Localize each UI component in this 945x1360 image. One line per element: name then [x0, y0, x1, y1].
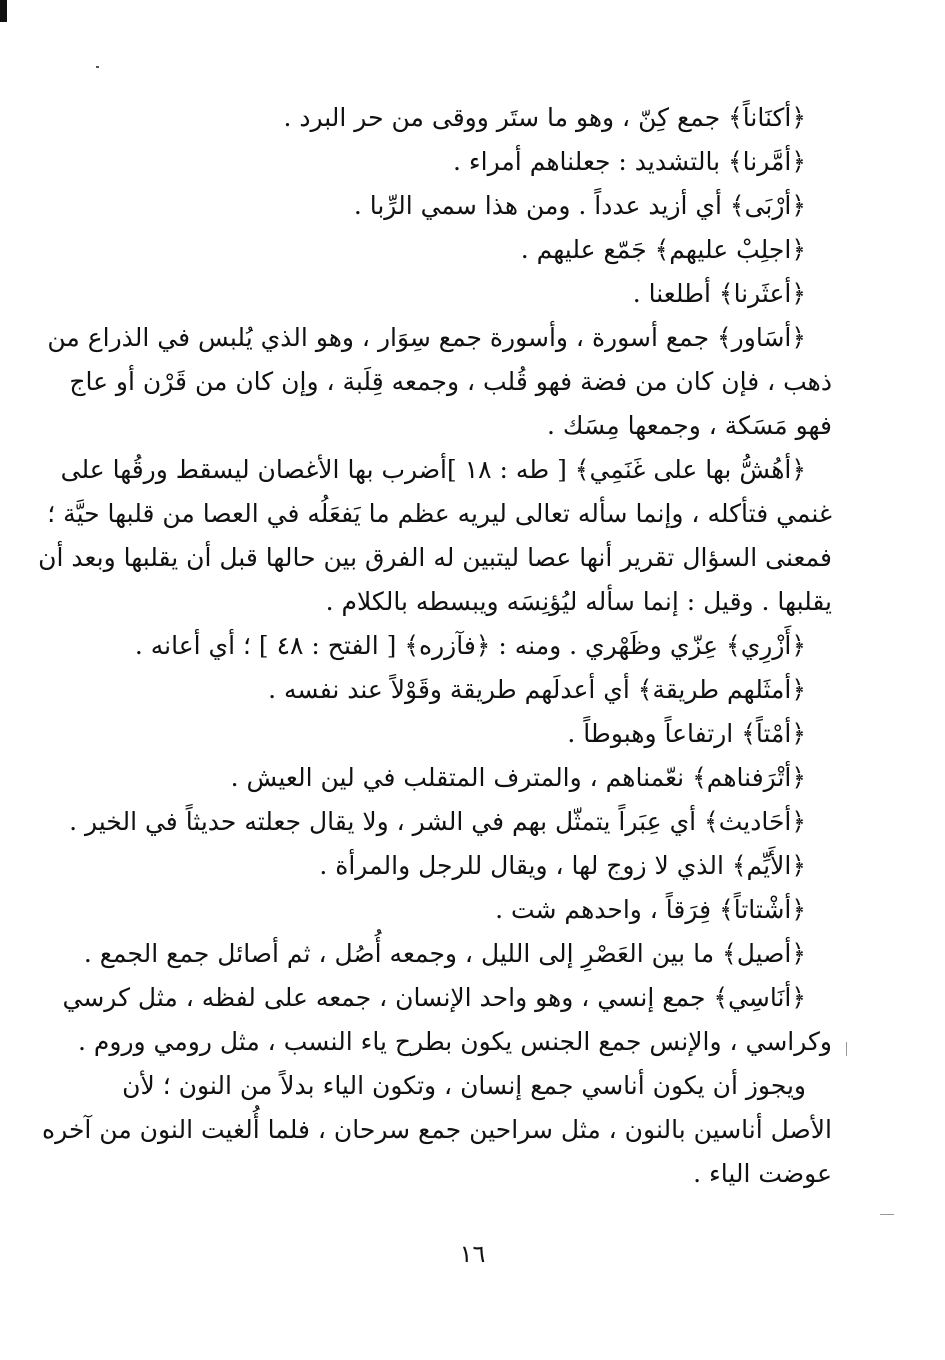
entry-line: عوضت الياء .	[693, 1159, 832, 1188]
entry-line: ﴿أحَاديث﴾ أي عِبَراً يتمثّل بهم في الشر ، ولا يقال جعلته حديثاً في الخير .	[69, 807, 806, 836]
entry-line: ويجوز أن يكون أناسي جمع إنسان ، وتكون الياء بدلاً من النون ؛ لأن	[122, 1071, 806, 1100]
entry-line: غنمي فتأكله ، وإنما سأله تعالى ليريه عظم ما يَفعَلُه في العصا من قلبها حيَّة ؛	[47, 499, 832, 528]
scan-speck	[880, 1214, 894, 1215]
entry-line: فمعنى السؤال تقرير أنها عصا ليتبين له الفرق بين حالها قبل أن يقلبها وبعد أن	[38, 543, 832, 572]
entry-line: الأصل أناسين بالنون ، مثل سراحين جمع سرحان ، فلما أُلغيت النون من آخره	[42, 1115, 832, 1144]
entry-line: ﴿أَزْرِي﴾ عِزّي وظَهْري . ومنه : ﴿فآزره﴾ [ الفتح : ٤٨ ] ؛ أي أعانه .	[134, 631, 806, 660]
entry-line: ﴿أرْبَى﴾ أي أزيد عدداً . ومن هذا سمي الرِّبا .	[353, 191, 806, 220]
entry-line: ﴿أتْرَفناهم﴾ نعّمناهم ، والمترف المتقلب في لين العيش .	[230, 763, 806, 792]
scan-speck	[96, 66, 99, 68]
entry-line: ﴿أشْتاتاً﴾ فِرَقاً ، واحدهم شت .	[495, 895, 806, 924]
entry-line: ذهب ، فإن كان من فضة فهو قُلب ، وجمعه قِلَبة ، وإن كان من قَرْن أو عاج	[69, 367, 832, 396]
entry-line: ﴿الأَيِّم﴾ الذي لا زوج لها ، ويقال للرجل والمرأة .	[319, 851, 806, 880]
entry-line: ﴿أمَّرنا﴾ بالتشديد : جعلناهم أمراء .	[453, 147, 806, 176]
page-body	[38, 96, 832, 1196]
entry-line: ﴿أمْتاً﴾ ارتفاعاً وهبوطاً .	[567, 719, 806, 748]
entry-line: ﴿أسَاور﴾ جمع أسورة ، وأسورة جمع سِوَار ، وهو الذي يُلبس في الذراع من	[47, 323, 806, 352]
entry-line: ﴿أهُشُّ بها على غَنَمِي﴾ [ طه : ١٨ ]أضرب بها الأغصان ليسقط ورقُها على	[60, 455, 806, 484]
entry-line: فهو مَسَكة ، وجمعها مِسَك .	[547, 411, 832, 440]
entry-line: وكراسي ، والإنس جمع الجنس يكون بطرح ياء النسب ، مثل رومي وروم .	[78, 1027, 832, 1056]
entry-line: ﴿أنَاسِي﴾ جمع إنسي ، وهو واحد الإنسان ، جمعه على لفظه ، مثل كرسي	[62, 983, 806, 1012]
scan-speck	[846, 1042, 847, 1056]
entry-line: ﴿أصيل﴾ ما بين العَصْرِ إلى الليل ، وجمعه أُصُل ، ثم أصائل جمع الجمع .	[83, 939, 806, 968]
entry-line: ﴿أعثَرنا﴾ أطلعنا .	[632, 279, 806, 308]
page-number: ١٦	[459, 1240, 486, 1268]
entry-line: ﴿أكنَاناً﴾ جمع كِنّ ، وهو ما ستَر ووقى من حر البرد .	[283, 103, 806, 132]
entry-line: يقلبها . وقيل : إنما سأله ليُؤنِسَه ويبسطه بالكلام .	[325, 587, 832, 616]
entry-line: ﴿اجلِبْ عليهم﴾ جَمّع عليهم .	[520, 235, 806, 264]
scan-edge-mark	[0, 0, 7, 22]
entry-line: ﴿أمثَلهم طريقة﴾ أي أعدلَهم طريقة وقَوْلاً عند نفسه .	[268, 675, 806, 704]
